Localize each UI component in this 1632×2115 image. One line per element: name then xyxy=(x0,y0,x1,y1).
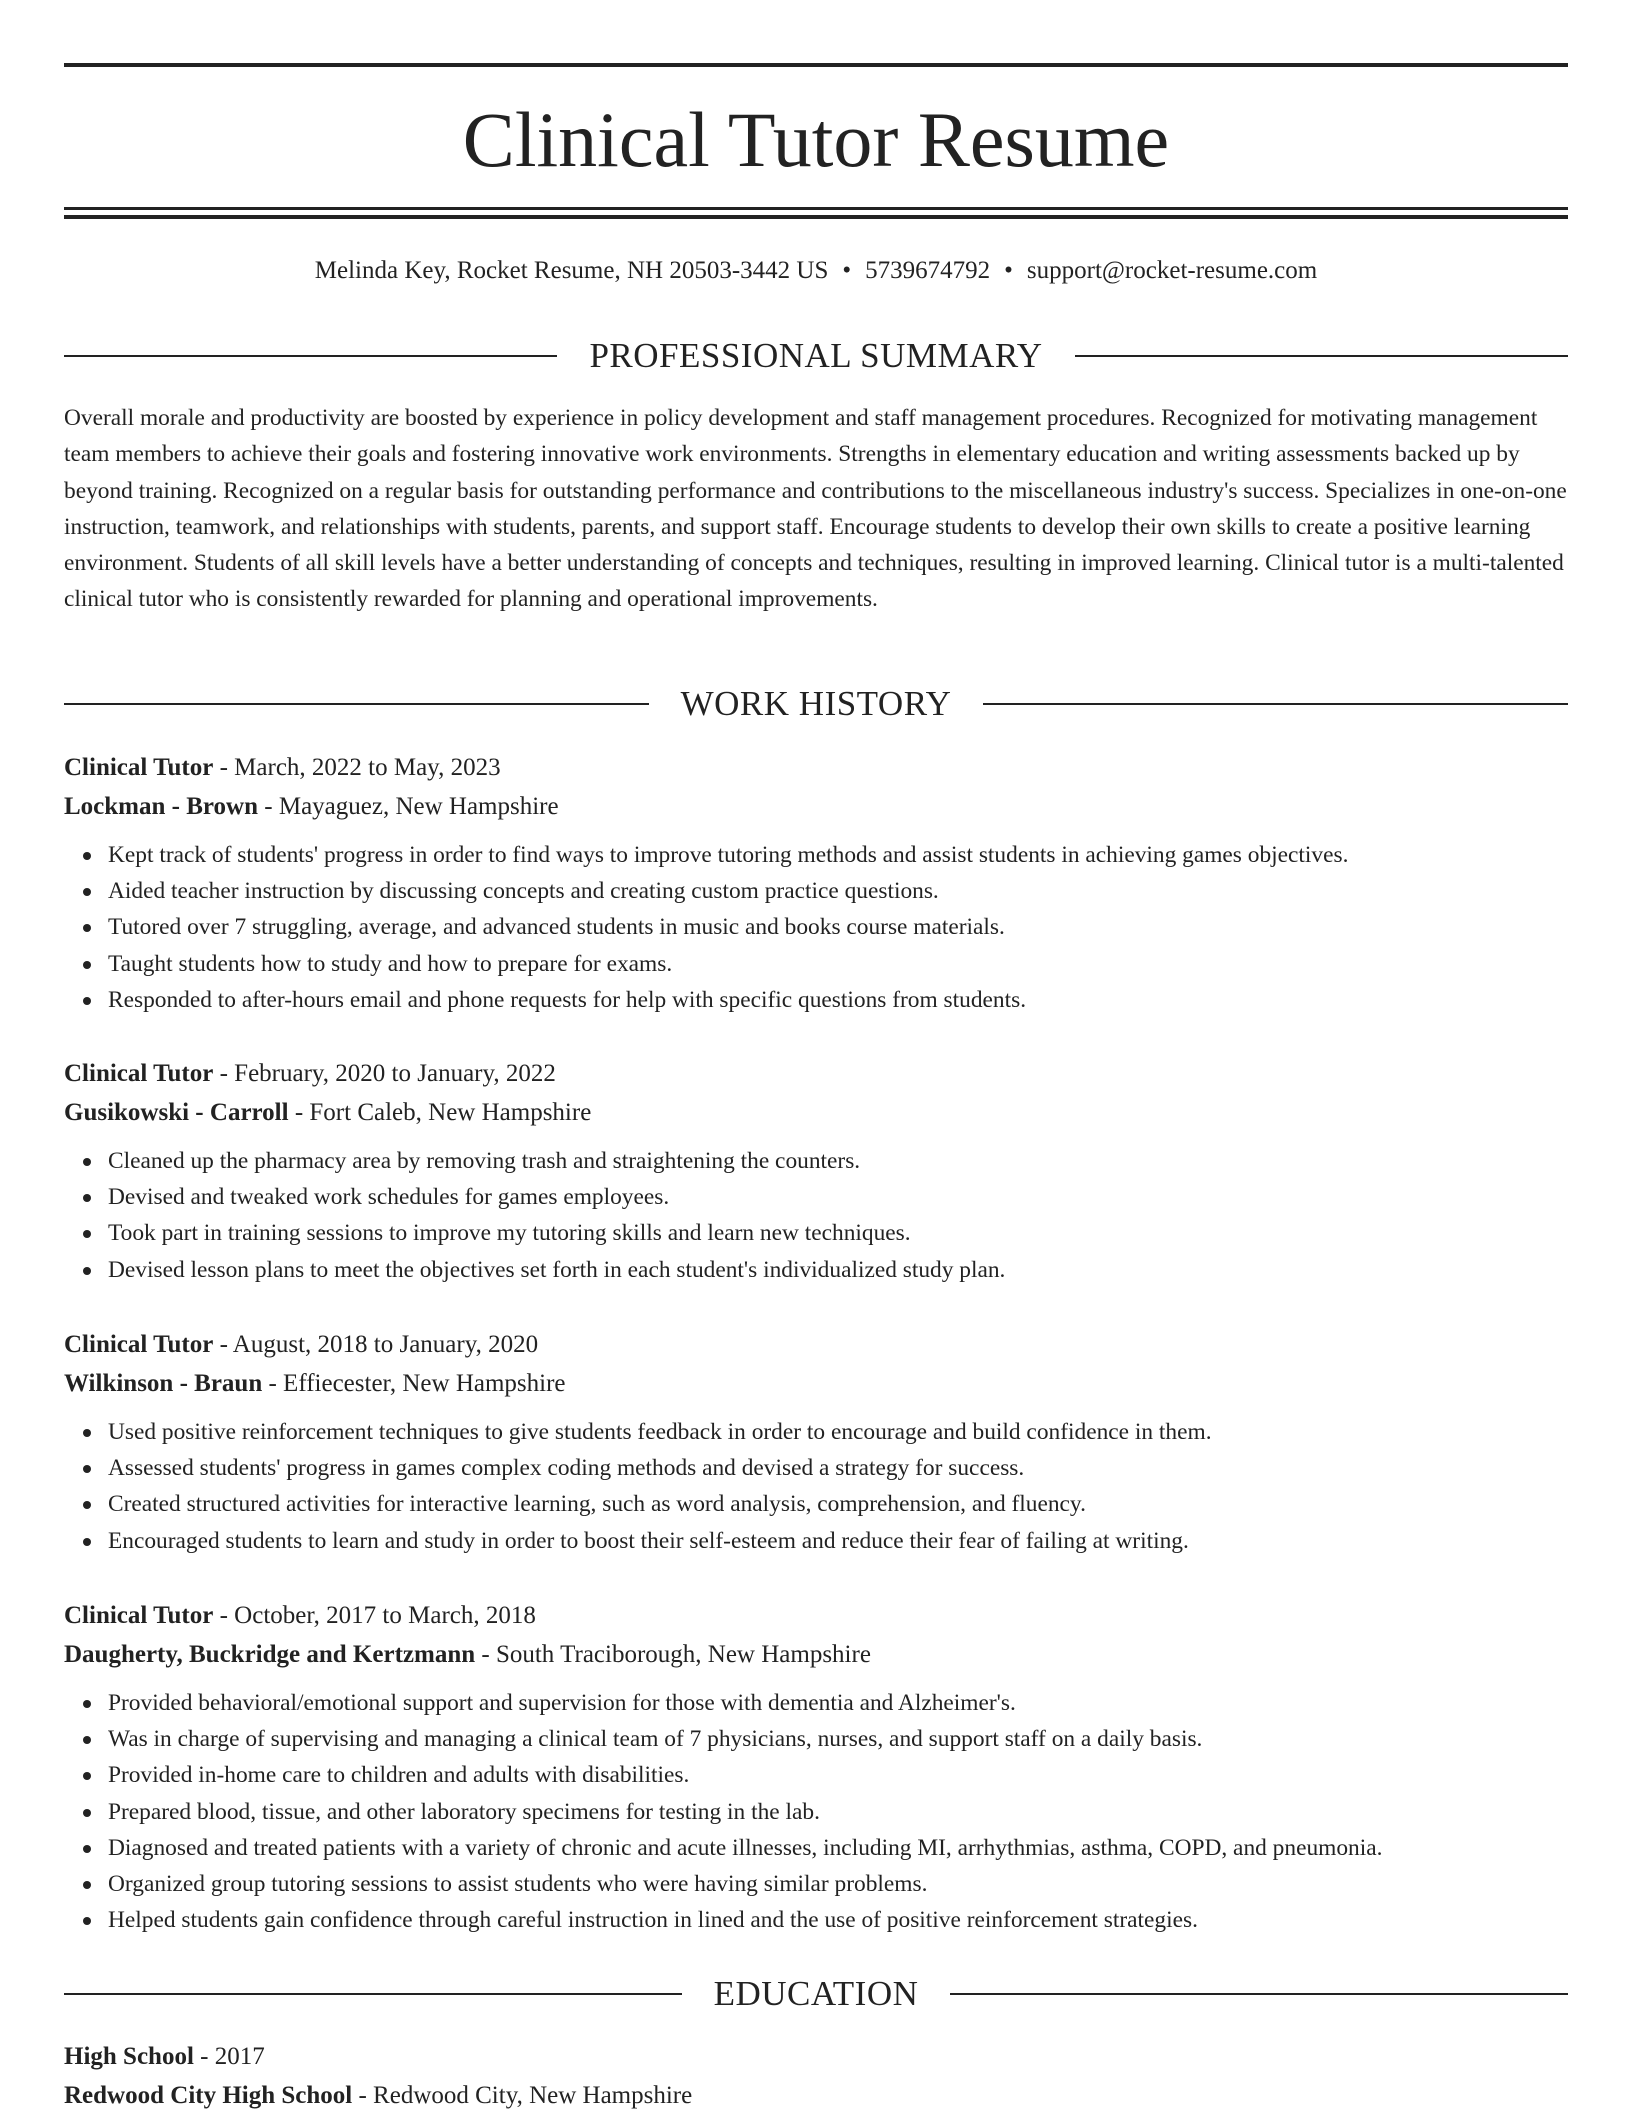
job-company: Gusikowski - Carroll xyxy=(64,1099,289,1126)
job-company-line xyxy=(64,1635,1568,1674)
job-bullet: Cleaned up the pharmacy area by removing trash and straightening the counters. xyxy=(108,1143,1568,1179)
job-title: Clinical Tutor xyxy=(64,1331,214,1358)
job-company-line xyxy=(64,1364,1568,1403)
education-degree: High School xyxy=(64,2043,194,2070)
heading-rule-left xyxy=(64,1993,682,1995)
job-bullet: Taught students how to study and how to prepare for exams. xyxy=(108,946,1568,982)
contact-separator: • xyxy=(1004,257,1013,284)
contact-separator: • xyxy=(842,257,852,284)
job-dates: - March, 2022 to May, 2023 xyxy=(213,754,501,781)
education-section-heading xyxy=(64,1972,1568,2016)
education-year: - 2017 xyxy=(193,2043,265,2070)
job-bullets xyxy=(64,1143,1568,1288)
job-bullet: Assessed students' progress in games complex coding methods and devised a strategy for success. xyxy=(108,1450,1568,1486)
job-company: Wilkinson - Braun xyxy=(64,1370,263,1397)
job-bullets xyxy=(64,1414,1568,1559)
header-top-rule xyxy=(64,63,1568,67)
job-bullet: Tutored over 7 struggling, average, and advanced students in music and books course materials. xyxy=(108,909,1568,945)
job-title-line xyxy=(64,748,1568,787)
job-location: - Effiecester, New Hampshire xyxy=(262,1370,566,1397)
resume-title: Clinical Tutor Resume xyxy=(462,96,1170,183)
section-heading-label: EDUCATION xyxy=(713,1974,919,2013)
job-bullet: Created structured activities for interactive learning, such as word analysis, comprehension, and fluency. xyxy=(108,1486,1568,1522)
heading-rule-right xyxy=(983,703,1568,705)
job-bullet: Organized group tutoring sessions to assist students who were having similar problems. xyxy=(108,1866,1568,1902)
job-bullets xyxy=(64,1685,1568,1938)
contact-phone: 5739674792 xyxy=(865,257,991,284)
job-location: - South Traciborough, New Hampshire xyxy=(475,1641,871,1668)
heading-rule-left xyxy=(64,703,649,705)
job-bullet: Provided behavioral/emotional support and supervision for those with dementia and Alzheimer's. xyxy=(108,1685,1568,1721)
job-bullet: Aided teacher instruction by discussing concepts and creating custom practice questions. xyxy=(108,873,1568,909)
job-entry xyxy=(64,748,1568,1018)
section-heading-label: WORK HISTORY xyxy=(680,684,952,723)
summary-text: Overall morale and productivity are boosted by experience in policy development and staff management procedures. Recognized for motivating management team members to achieve their goals and fostering innovative work environments. Strengths in elementary education and writing assessments backed up by beyond training. Recognized on a regular basis for outstanding performance and contributions to the miscellaneous industry's success. Specializes in one-on-one instruction, teamwork, and relationships with students, parents, and support staff. Encourage students to develop their own skills to create a positive learning environment. Students of all skill levels have a better understanding of concepts and techniques, resulting in improved learning. Clinical tutor is a multi-talented clinical tutor who is consistently rewarded for planning and operational improvements. xyxy=(64,405,1567,613)
job-title-line xyxy=(64,1054,1568,1093)
job-entry xyxy=(64,1325,1568,1559)
job-title: Clinical Tutor xyxy=(64,1602,214,1629)
job-location: - Fort Caleb, New Hampshire xyxy=(288,1099,592,1126)
job-bullet: Devised and tweaked work schedules for games employees. xyxy=(108,1179,1568,1215)
education-degree-line xyxy=(64,2037,1568,2076)
contact-address: Melinda Key, Rocket Resume, NH 20503-3442 US xyxy=(314,257,829,284)
job-company-line xyxy=(64,787,1568,826)
job-dates: - August, 2018 to January, 2020 xyxy=(213,1331,539,1358)
job-location: - Mayaguez, New Hampshire xyxy=(258,793,559,820)
job-bullet: Helped students gain confidence through careful instruction in lined and the use of positive reinforcement strategies. xyxy=(108,1902,1568,1938)
header-bottom-rule-thin xyxy=(64,207,1568,210)
summary-section-heading xyxy=(64,334,1568,378)
job-dates: - October, 2017 to March, 2018 xyxy=(213,1602,536,1629)
heading-rule-left xyxy=(64,355,557,357)
heading-rule-right xyxy=(950,1993,1568,1995)
job-company: Daugherty, Buckridge and Kertzmann xyxy=(64,1641,476,1668)
education-location: - Redwood City, New Hampshire xyxy=(352,2082,693,2109)
header-bottom-rule-thick xyxy=(64,215,1568,219)
job-bullet: Responded to after-hours email and phone requests for help with specific questions from students. xyxy=(108,982,1568,1018)
job-bullet: Diagnosed and treated patients with a variety of chronic and acute illnesses, including MI, arrhythmias, asthma, COPD, and pneumonia. xyxy=(108,1830,1568,1866)
job-bullet: Kept track of students' progress in order to find ways to improve tutoring methods and assist students in achieving games objectives. xyxy=(108,837,1568,873)
job-title: Clinical Tutor xyxy=(64,1060,214,1087)
job-bullet: Devised lesson plans to meet the objectives set forth in each student's individualized study plan. xyxy=(108,1252,1568,1288)
job-bullet: Encouraged students to learn and study in order to boost their self-esteem and reduce their fear of failing at writing. xyxy=(108,1523,1568,1559)
contact-email: support@rocket-resume.com xyxy=(1026,257,1318,284)
job-bullet: Used positive reinforcement techniques to give students feedback in order to encourage and build confidence in them. xyxy=(108,1414,1568,1450)
job-bullets xyxy=(64,837,1568,1018)
heading-rule-right xyxy=(1075,355,1568,357)
job-bullet: Prepared blood, tissue, and other laboratory specimens for testing in the lab. xyxy=(108,1794,1568,1830)
education-school-line xyxy=(64,2076,1568,2115)
job-company: Lockman - Brown xyxy=(64,793,259,820)
education-school: Redwood City High School xyxy=(64,2082,353,2109)
contact-line xyxy=(64,253,1568,289)
job-title-line xyxy=(64,1325,1568,1364)
job-entry xyxy=(64,1054,1568,1288)
job-company-line xyxy=(64,1093,1568,1132)
work-section-heading xyxy=(64,682,1568,726)
job-bullet: Took part in training sessions to improve my tutoring skills and learn new techniques. xyxy=(108,1215,1568,1251)
education-entry xyxy=(64,2037,1568,2115)
section-heading-label: PROFESSIONAL SUMMARY xyxy=(589,336,1043,375)
job-title: Clinical Tutor xyxy=(64,754,214,781)
job-bullet: Was in charge of supervising and managing a clinical team of 7 physicians, nurses, and support staff on a daily basis. xyxy=(108,1721,1568,1757)
job-dates: - February, 2020 to January, 2022 xyxy=(213,1060,556,1087)
job-bullet: Provided in-home care to children and adults with disabilities. xyxy=(108,1757,1568,1793)
job-entry xyxy=(64,1596,1568,1938)
job-title-line xyxy=(64,1596,1568,1635)
